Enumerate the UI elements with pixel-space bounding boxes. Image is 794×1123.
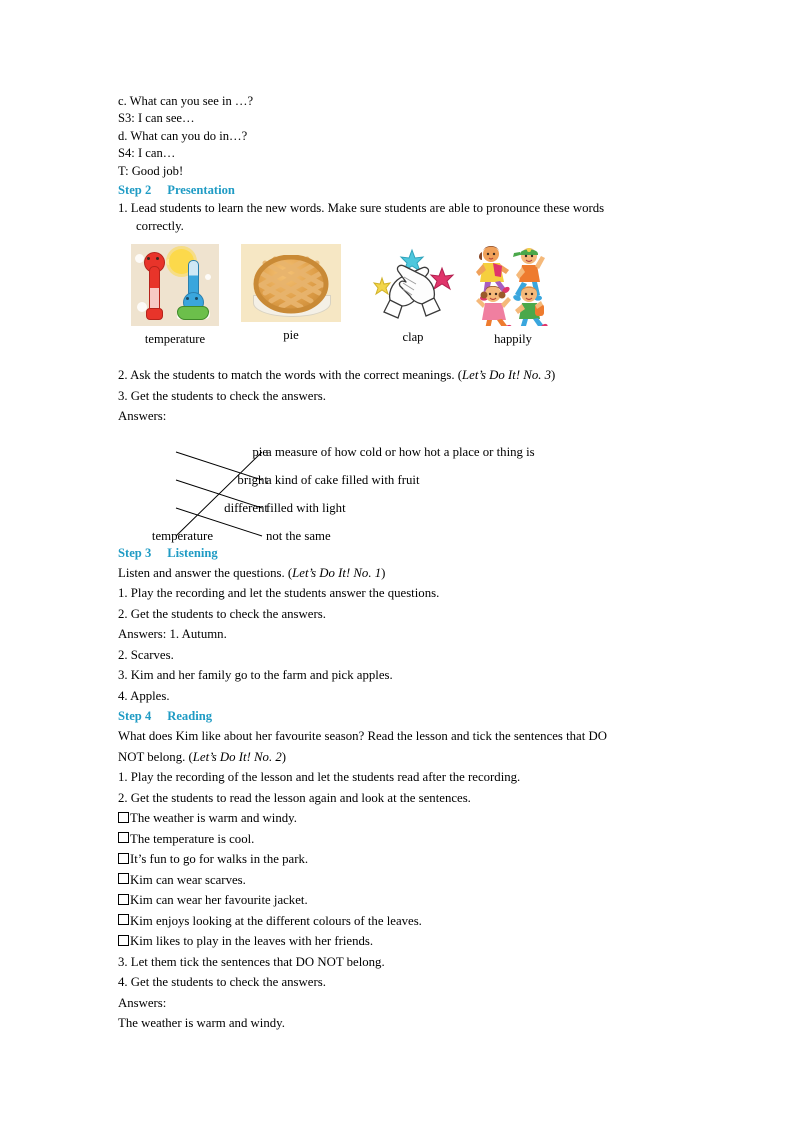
checkbox-icon[interactable] [118,853,129,864]
vocab-caption-pie: pie [283,328,299,343]
checkbox-label: Kim enjoys looking at the different colours of the leaves. [130,913,422,928]
match-meaning-cake: a kind of cake filled with fruit [266,472,420,487]
step2-task-3: 3. Get the students to check the answers. [118,388,326,403]
vocab-caption-clap: clap [402,330,424,345]
step-3-heading [118,544,680,563]
match-meaning-measure: a measure of how cold or how hot a place or thing is [266,444,535,459]
dialogue-line: S3: I can see… [118,111,195,126]
match-word-temperature: temperature [151,528,213,543]
vocab-item-temperature [131,244,219,347]
step2-task2-reference: Let’s Do It! No. 3 [462,368,552,383]
vocab-caption-temperature: temperature [144,332,206,347]
dialogue-block [118,93,680,180]
match-word-different: different [224,500,268,515]
step-4-title: Reading [167,709,213,724]
happy-children-picture [473,244,553,326]
checkbox-label: Kim likes to play in the leaves with her friends. [130,934,374,949]
match-meaning-light: filled with light [266,500,346,515]
step4-intro-reference: Let’s Do It! No. 2 [192,749,282,764]
dialogue-line: S4: I can… [118,146,176,161]
checkbox-label: The temperature is cool. [130,831,255,846]
step4-task-4: 4. Get the students to check the answers. [118,975,326,990]
step2-instruction-line-1: 1. Lead students to learn the new words. Make sure students are able to pronounce these words [118,201,605,216]
vocab-item-pie [241,244,341,343]
checkbox-icon[interactable] [118,832,129,843]
checkbox-label: It’s fun to go for walks in the park. [130,852,309,867]
checkbox-icon[interactable] [118,935,129,946]
step-3-title: Listening [167,545,218,560]
step4-intro-text: NOT belong. ( [118,749,193,764]
match-word-bright: bright [237,472,268,487]
vocabulary-picture-row [118,244,680,348]
step-2-title: Presentation [167,183,235,198]
step4-intro-close: ) [281,749,287,764]
step2-answers-label: Answers: [118,409,167,424]
pie-picture [241,244,341,322]
checkbox-item[interactable] [118,870,680,891]
checkbox-label: The weather is warm and windy. [130,811,297,826]
vocab-caption-happily: happily [494,332,532,347]
checkbox-item[interactable] [118,911,680,932]
checkbox-icon[interactable] [118,812,129,823]
step3-intro [118,563,680,584]
checkbox-icon[interactable] [118,873,129,884]
step-2-heading [118,181,680,200]
step4-intro-line-2 [118,747,680,768]
step3-answer-3: 3. Kim and her family go to the farm and pick apples. [118,668,393,683]
dialogue-line: T: Good job! [118,163,184,178]
dialogue-line: c. What can you see in …? [118,94,254,108]
checkbox-item[interactable] [118,931,680,952]
step4-task-3: 3. Let them tick the sentences that DO NOT belong. [118,954,385,969]
step-3-label: Step 3 [118,545,152,560]
step2-task2-close: ) [551,368,556,383]
step3-intro-close: ) [381,565,386,580]
word-matching-diagram [118,435,680,543]
checkbox-label: Kim can wear scarves. [130,872,246,887]
step2-task-2 [118,365,680,386]
step4-task-2: 2. Get the students to read the lesson again and look at the sentences. [118,790,471,805]
checkbox-item[interactable] [118,808,680,829]
step3-answer-1: Answers: 1. Autumn. [118,627,227,642]
checkbox-item[interactable] [118,829,680,850]
step3-task-1: 1. Play the recording and let the students answer the questions. [118,586,440,601]
match-word-pie: pie [252,444,268,459]
page-content [118,93,680,1034]
checkbox-item[interactable] [118,890,680,911]
step3-task-2: 2. Get the students to check the answers. [118,606,326,621]
step2-instruction-line-2: correctly. [136,218,184,233]
step2-task2-text: 2. Ask the students to match the words with the correct meanings. ( [118,368,463,383]
step4-task-1: 1. Play the recording of the lesson and let the students read after the recording. [118,770,521,785]
step-2-label: Step 2 [118,183,152,198]
vocab-item-happily [473,244,553,347]
step4-answers-label: Answers: [118,995,167,1010]
thermometer-picture [131,244,219,326]
step3-intro-text: Listen and answer the questions. ( [118,565,293,580]
checkbox-label: Kim can wear her favourite jacket. [130,893,308,908]
checkbox-icon[interactable] [118,894,129,905]
step4-answer-text: The weather is warm and windy. [118,1016,285,1031]
checkbox-item[interactable] [118,849,680,870]
clapping-hands-picture [370,244,456,324]
step3-intro-reference: Let’s Do It! No. 1 [292,565,382,580]
step-4-label: Step 4 [118,709,152,724]
match-connector-lines [118,435,680,543]
step4-intro-line-1: What does Kim like about her favourite season? Read the lesson and tick the sentences that DO [118,729,607,744]
vocab-item-clap [370,244,456,345]
step-4-heading [118,707,680,726]
match-meaning-same: not the same [266,528,331,543]
dialogue-line: d. What can you do in…? [118,128,248,143]
step3-answer-4: 4. Apples. [118,688,170,703]
checkbox-icon[interactable] [118,914,129,925]
step3-answer-2: 2. Scarves. [118,647,174,662]
